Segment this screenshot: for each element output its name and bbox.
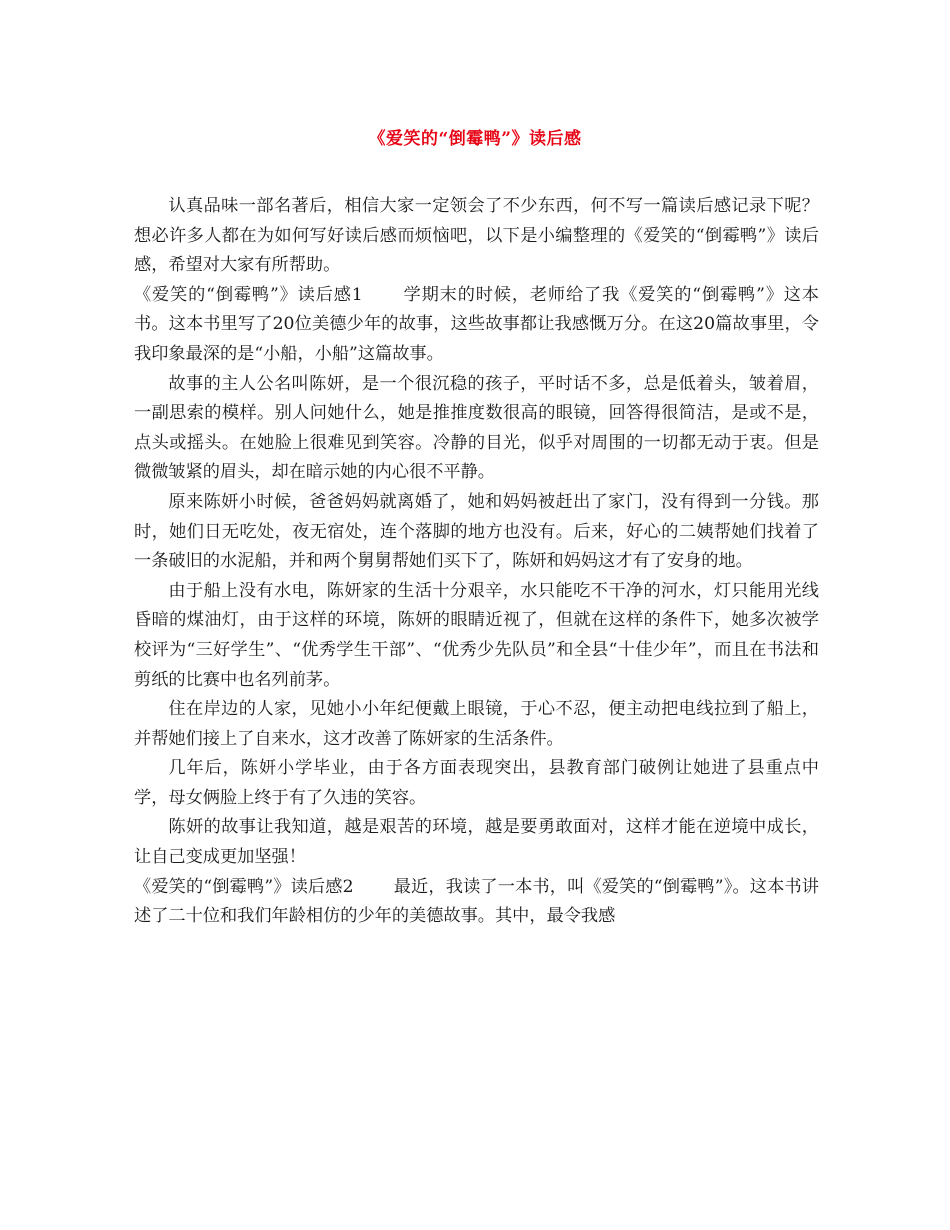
- essay1-first-paragraph: [134, 281, 819, 370]
- essay1-paragraph-1: 故事的主人公名叫陈妍，是一个很沉稳的孩子，平时话不多，总是低着头，皱着眉，一副思索的模样。别人问她什么，她是推推度数很高的眼镜，回答得很简洁，是或不是，点头或摇头。在她脸上很难见到笑容。冷静的目光，似乎对周围的一切都无动于衷。但是微微皱紧的眉头，却在暗示她的内心很不平静。: [134, 373, 819, 483]
- essay2-first-paragraph: [134, 873, 819, 932]
- intro-paragraph: 认真品味一部名著后，相信大家一定领会了不少东西，何不写一篇读后感记录下呢？想必许多人都在为如何写好读后感而烦恼吧，以下是小编整理的《爱笑的“倒霉鸭”》读后感，希望对大家有所帮助。: [134, 196, 819, 276]
- essay2-first-text: 最近，我读了一本书，叫《爱笑的“倒霉鸭”》。这本书讲述了二十位和我们年龄相仿的少年的美德故事。其中，最令我感: [134, 876, 819, 927]
- essay1-paragraph-5: 几年后，陈妍小学毕业，由于各方面表现突出，县教育部门破例让她进了县重点中学，母女俩脸上终于有了久违的笑容。: [134, 758, 819, 808]
- essay1-paragraph-3: 由于船上没有水电，陈妍家的生活十分艰辛，水只能吃不干净的河水，灯只能用光线昏暗的煤油灯，由于这样的环境，陈妍的眼睛近视了，但就在这样的条件下，她多次被学校评为“三好学生”、“优秀学生干部”、“优秀少先队员”和全县“十佳少年”，而且在书法和剪纸的比赛中也名列前茅。: [134, 580, 819, 690]
- essay2-heading: 《爱笑的“倒霉鸭”》读后感2: [134, 876, 354, 897]
- document-title: 《爱笑的“倒霉鸭”》读后感: [368, 129, 582, 149]
- essay1-paragraph-4: 住在岸边的人家，见她小小年纪便戴上眼镜，于心不忍，便主动把电线拉到了船上，并帮她们接上了自来水，这才改善了陈妍家的生活条件。: [134, 699, 819, 749]
- essay1-heading: 《爱笑的“倒霉鸭”》读后感1: [134, 284, 363, 305]
- document-body: [134, 192, 819, 932]
- essay1-paragraph-2: 原来陈妍小时候，爸爸妈妈就离婚了，她和妈妈被赶出了家门，没有得到一分钱。那时，她们日无吃处，夜无宿处，连个落脚的地方也没有。后来，好心的二姨帮她们找着了一条破旧的水泥船，并和两个舅舅帮她们买下了，陈妍和妈妈这才有了安身的地。: [134, 491, 819, 572]
- essay1-first-text: 学期末的时候，老师给了我《爱笑的“倒霉鸭”》这本书。这本书里写了20位美德少年的故事，这些故事都让我感慨万分。在这20篇故事里，令我印象最深的是“小船，小船”这篇故事。: [134, 284, 819, 364]
- essay1-paragraph-6: 陈妍的故事让我知道，越是艰苦的环境，越是要勇敢面对，这样才能在逆境中成长，让自己变成更加坚强！: [134, 817, 819, 868]
